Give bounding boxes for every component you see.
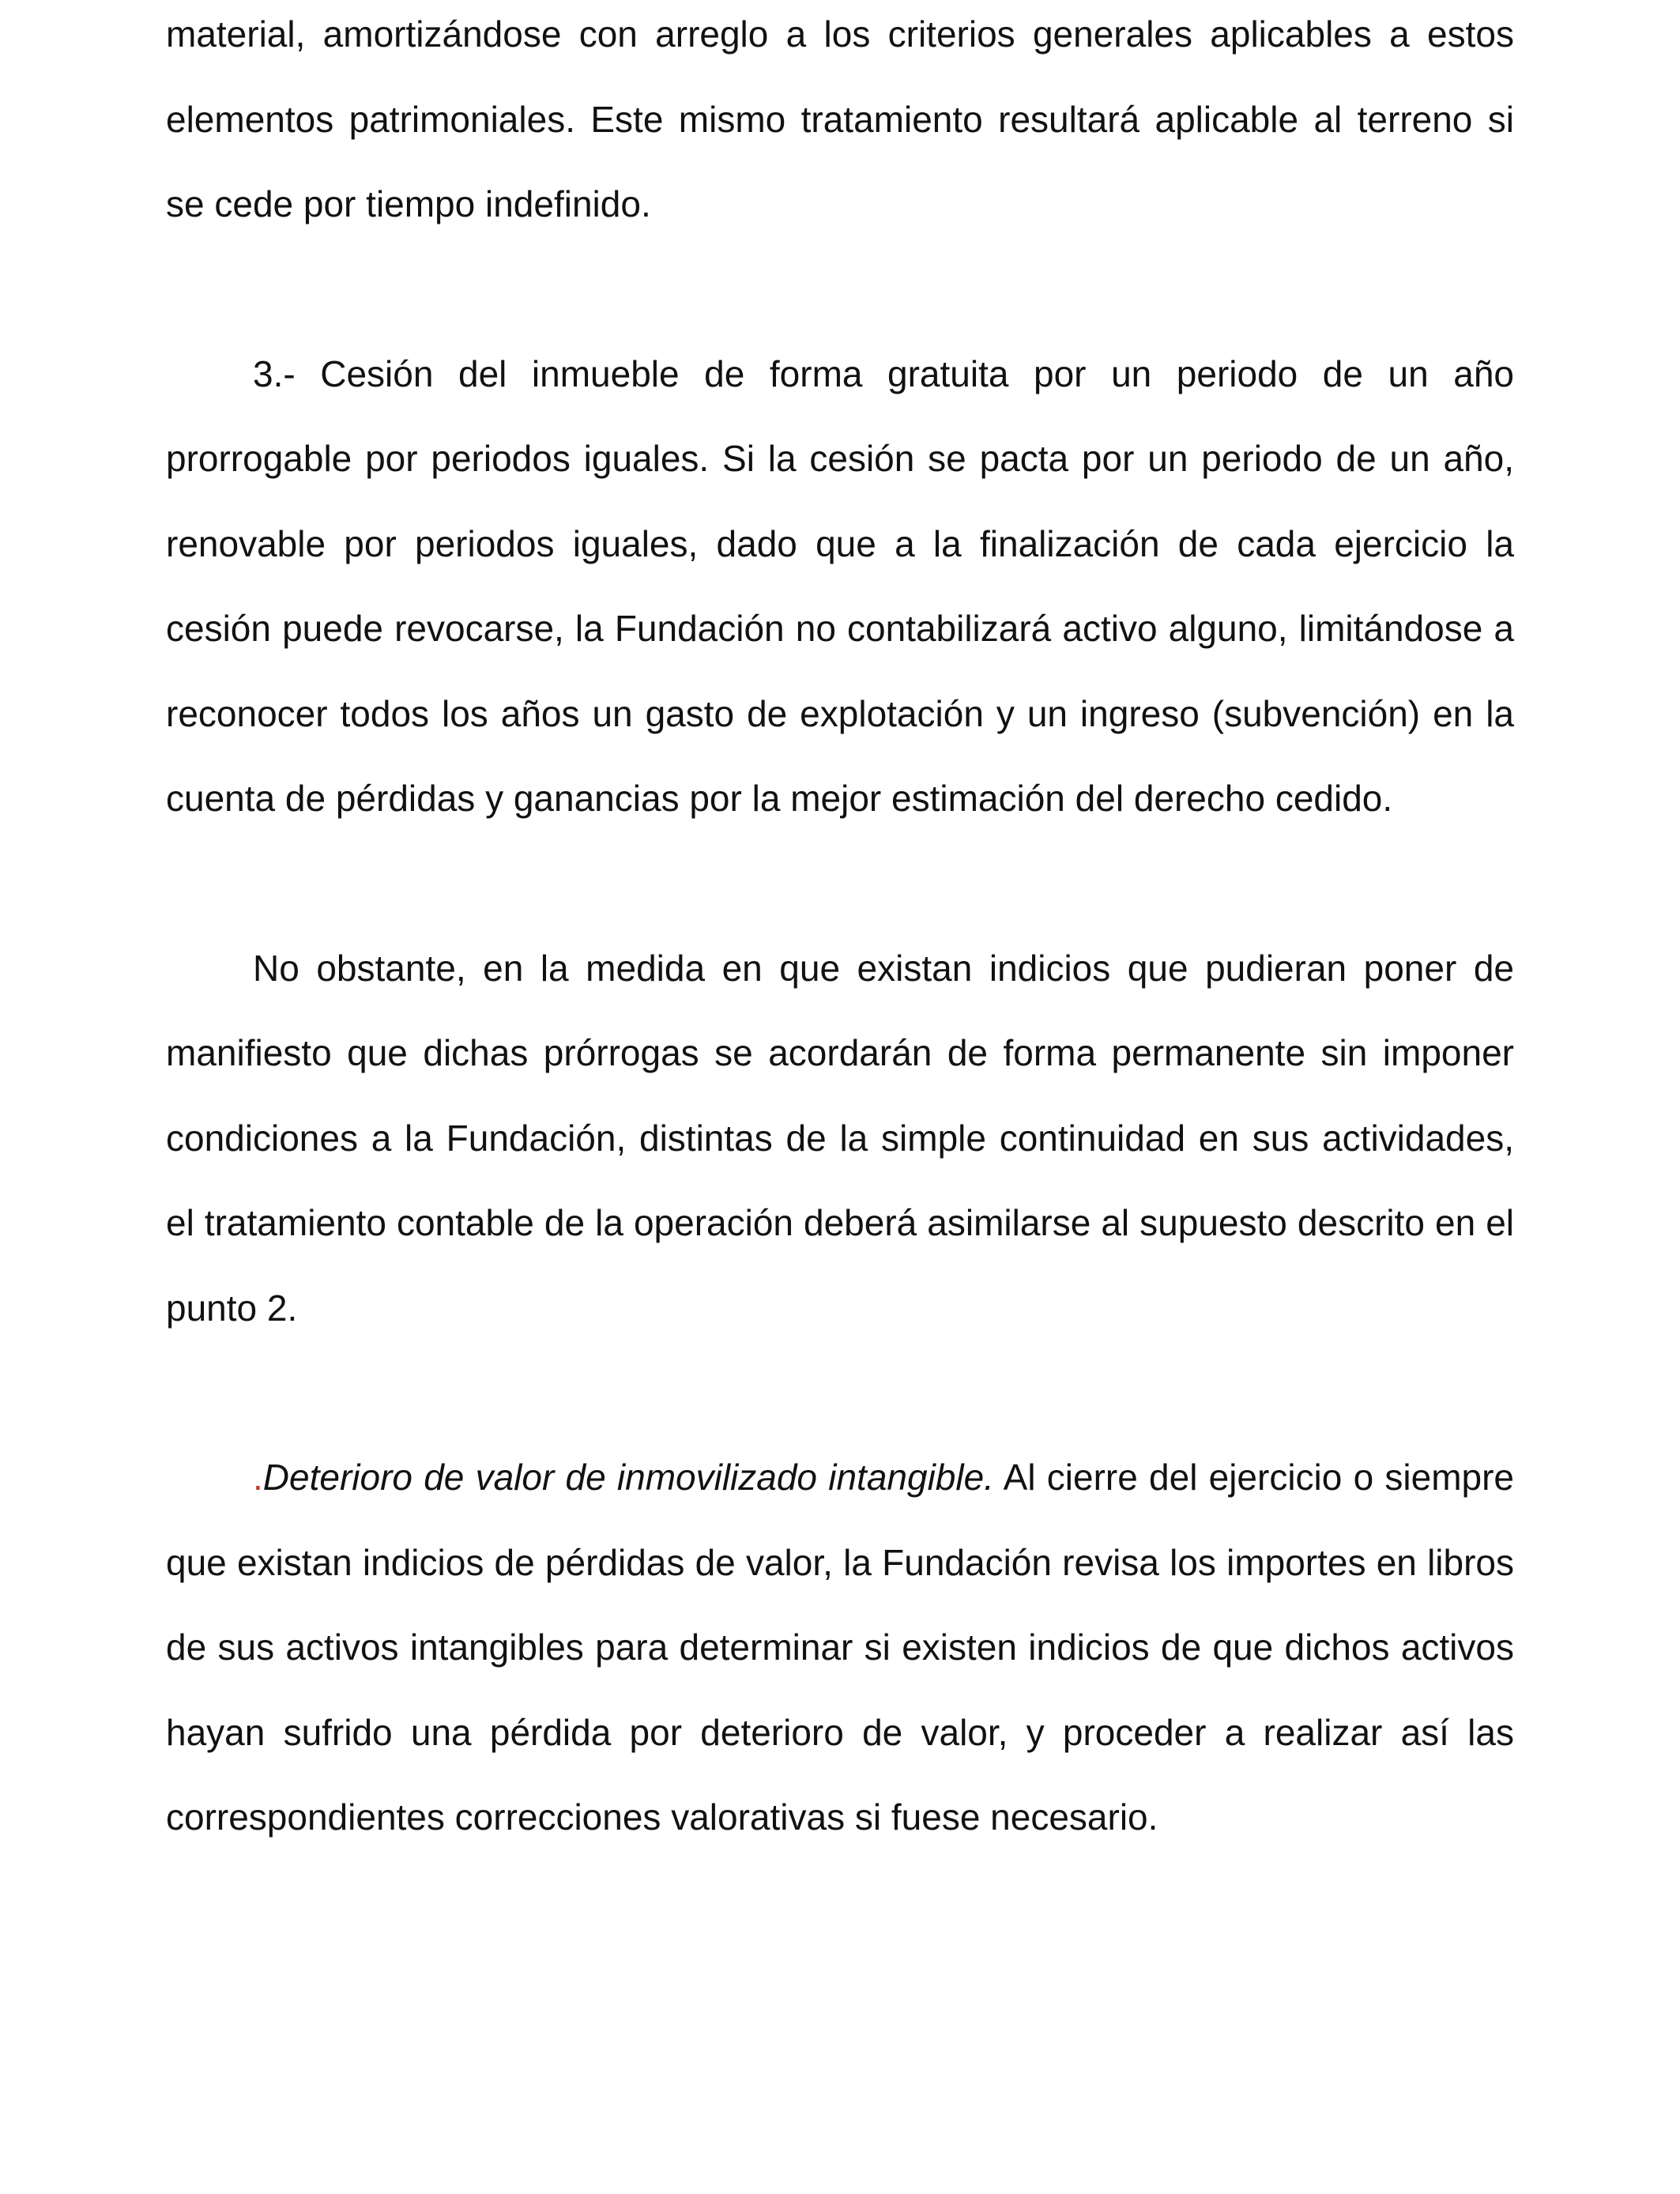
deterioro-heading: Deterioro de valor de inmovilizado intangible.	[262, 1457, 994, 1498]
paragraph-deterioro	[166, 1435, 1514, 1860]
bullet-dot: .	[253, 1457, 263, 1498]
deterioro-body: Al cierre del ejercicio o siempre que existan indicios de pérdidas de valor, la Fundación revisa los importes en libros de sus activos intangibles para determinar si existen indicios de que dichos activos hayan sufrido una pérdida por deterioro de valor, y proceder a realizar así las correspondientes correcciones valorativas si fuese necesario.	[166, 1457, 1514, 1838]
paragraph-continuation: material, amortizándose con arreglo a los criterios generales aplicables a estos elementos patrimoniales. Este mismo tratamiento resultará aplicable al terreno si se cede por tiempo indefinido.	[166, 13, 1514, 224]
paragraph-no-obstante: No obstante, en la medida en que existan indicios que pudieran poner de manifiesto que dichas prórrogas se acordarán de forma permanente sin imponer condiciones a la Fundación, distintas de la simple continuidad en sus actividades, el tratamiento contable de la operación deberá asimilarse al supuesto descrito en el punto 2.	[166, 947, 1514, 1329]
document-page	[166, 0, 1514, 1860]
paragraph-point-3: 3.- Cesión del inmueble de forma gratuita por un periodo de un año prorrogable por periodos iguales. Si la cesión se pacta por un periodo de un año, renovable por periodos iguales, dado que a la finalización de cada ejercicio la cesión puede revocarse, la Fundación no contabilizará activo alguno, limitándose a reconocer todos los años un gasto de explotación y un ingreso (subvención) en la cuenta de pérdidas y ganancias por la mejor estimación del derecho cedido.	[166, 352, 1514, 819]
